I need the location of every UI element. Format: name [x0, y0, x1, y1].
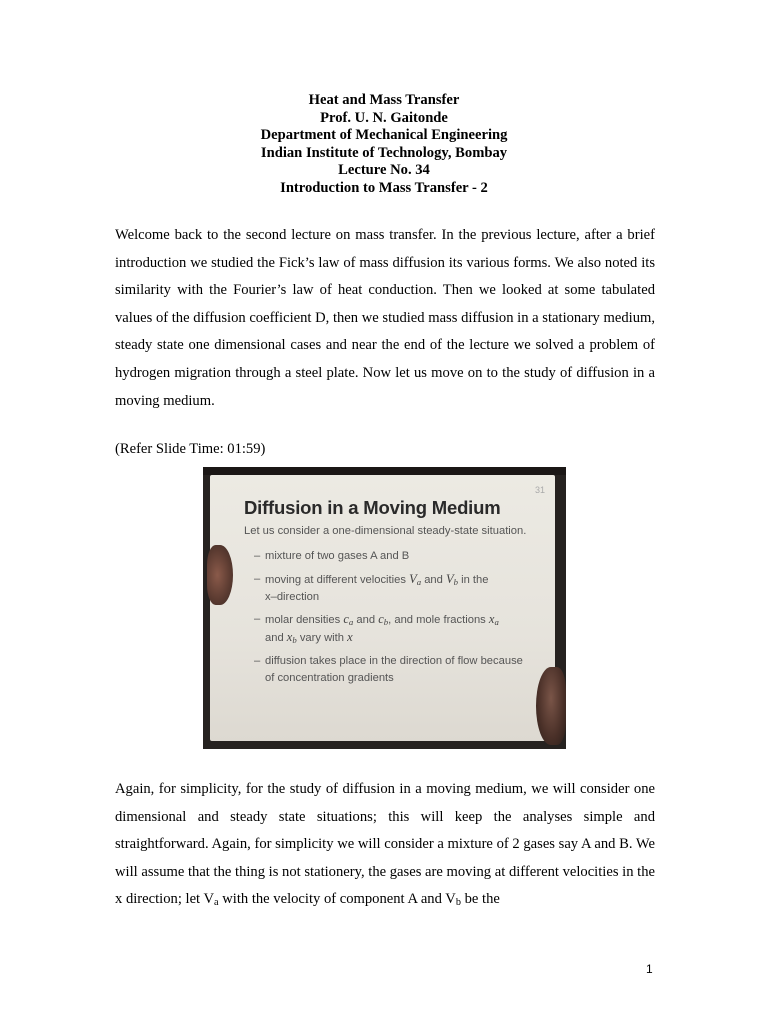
- density-a-symbol: $c_a$: [343, 612, 354, 628]
- department-name: Department of Mechanical Engineering: [260, 127, 508, 144]
- mole-fraction-a-symbol: $x_a$: [488, 612, 499, 628]
- intro-paragraph: Welcome back to the second lecture on mass transfer. In the previous lecture, after a brief introduction we studied the Fick’s law of mass diffusion its various forms. We also noted its similarity with the Fourier’s law of heat conduction. Then we looked at some tabulated values of the diffusion coefficient D, then we studied mass diffusion in a stationary medium, steady state one dimensional cases and near the end of the lecture we solved a problem of hydrogen migration through a steel plate. Now let us move on to the study of diffusion in a moving medium.: [115, 227, 655, 409]
- lecture-title: Introduction to Mass Transfer - 2: [280, 179, 488, 196]
- course-title: Heat and Mass Transfer: [308, 92, 460, 108]
- page-number: 1: [646, 962, 653, 976]
- density-b-symbol: $c_b$: [378, 612, 389, 628]
- lecture-number: Lecture No. 34: [338, 162, 430, 179]
- slide-bullet-3: – molar densities $c_a$ and $c_b$, and mole fractions $x_a$ and $x_b$ vary with x: [244, 611, 534, 648]
- velocity-b-symbol: $V_b$: [445, 571, 458, 587]
- projector-bezel: [203, 467, 566, 475]
- hand-left-icon: [207, 545, 233, 605]
- professor-name: Prof. U. N. Gaitonde: [320, 109, 448, 126]
- slide-bullet-4: – diffusion takes place in the direction of flow because of concentration gradients: [244, 653, 534, 688]
- slide-photo: [203, 467, 566, 749]
- slide-body: [244, 523, 534, 692]
- slide-bullet-list: [244, 548, 534, 687]
- velocity-a-symbol: $V_a$: [409, 571, 422, 587]
- lecture-header: [0, 92, 768, 198]
- mole-fraction-b-symbol: $x_b$: [286, 630, 297, 646]
- body-paragraph-2: Again, for simplicity, for the study of diffusion in a moving medium, we will consider one dimensional and steady state situations; this will keep the analyses simple and straightforward. Again, for simplicity we will consider a mixture of 2 gases say A and B. We will assume that the thing is not stationery, the gases are moving at different velocities in the x direction; let $V_a$ with the velocity of component A and $V_b$ be the: [115, 781, 655, 909]
- slide-number: 31: [535, 485, 546, 495]
- slide-time-reference: (Refer Slide Time: 01:59): [115, 441, 266, 457]
- slide-intro: Let us consider a one-dimensional steady-state situation.: [244, 525, 527, 537]
- slide-bullet-2: – moving at different velocities $V_a$ and $V_b$ in the x–direction: [244, 571, 534, 607]
- hand-right-icon: [536, 667, 566, 745]
- subscript-b: b: [455, 897, 461, 909]
- slide-bullet-1: – mixture of two gases A and B: [244, 548, 534, 565]
- institute-name: Indian Institute of Technology, Bombay: [260, 144, 508, 161]
- subscript-a: a: [214, 897, 219, 909]
- slide-title: Diffusion in a Moving Medium: [244, 497, 501, 518]
- x-symbol: x: [347, 630, 353, 645]
